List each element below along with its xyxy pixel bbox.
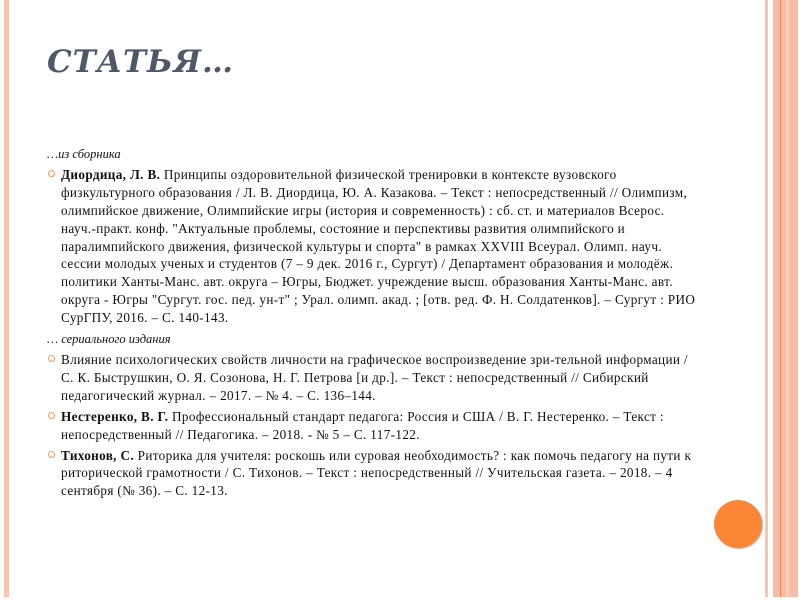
bibliography-entry (47, 166, 697, 327)
right-decorative-thin-stripe (765, 0, 768, 597)
orange-circle-decoration (714, 500, 762, 548)
entry-text: Профессиональный стандарт педагога: Россия и США / В. Г. Нестеренко. – Текст : непосредственный // Педагогика. – 2018. - № 5 – С. 117-122. (61, 408, 664, 442)
left-decorative-stripe (4, 0, 9, 597)
right-decorative-line (780, 0, 781, 597)
slide-title: СТАТЬЯ… (47, 44, 234, 80)
bullet-ring-icon (48, 170, 55, 177)
section-label-serial: … сериального издания (47, 332, 171, 347)
entry-text: Влияние психологических свойств личности на графическое воспроизведение зри-тельной информации / С. К. Быструшкин, О. Я. Созонова, Н. Г. Петрова [и др.]. – Текст : непосредственный // Сибирский педагогический журнал. – 2017. – № 4. – С. 136–144. (61, 351, 688, 403)
entry-author: Тихонов, С. (61, 447, 134, 463)
section-label-collection: …из сборника (47, 147, 121, 161)
bullet-ring-icon (48, 451, 55, 458)
bibliography-entry (47, 447, 697, 501)
right-decorative-light-stripe (786, 0, 789, 597)
slide-content (47, 146, 697, 503)
bullet-ring-icon (48, 412, 55, 419)
entry-author: Диордица, Л. В. (61, 166, 161, 182)
bullet-ring-icon (48, 355, 55, 362)
entry-author: Нестеренко, В. Г. (61, 408, 169, 424)
entry-text: Принципы оздоровительной физической тренировки в контексте вузовского физкультурного образования / Л. В. Диордица, Ю. А. Казакова. – Текст : непосредственный // Олимпизм, олимпийское движение, Олимпийские игры (история и современность) : сб. ст. и материалов Всерос. науч.-практ. конф. "Актуальные проблемы, состояние и перспективы развития олимпийского и паралимпийского движения, физической культуры и спорта" в рамках XXVIII Всеурал. Олимп. науч. сессии молодых ученых и студентов (7 – 9 дек. 2016 г., Сургут) / Департамент образования и молодёж. политики Ханты-Манс. авт. округа – Югры, Бюджет. учреждение высш. образования Ханты-Манс. авт. округа - Югры "Сургут. гос. пед. ун-т" ; Урал. олимп. акад. ; [отв. ред. Ф. Н. Солдатенков]. – Сургут : РИО СурГПУ, 2016. – С. 140-143. (61, 166, 696, 326)
entry-text: Риторика для учителя: роскошь или суровая необходимость? : как помочь педагогу на пути к риторической грамотности / С. Тихонов. – Текст : непосредственный // Учительская газета. – 2018. – 4 сентября (№ 36). – С. 12-13. (61, 447, 692, 499)
bibliography-entry (47, 351, 697, 405)
bibliography-entry (47, 408, 697, 444)
